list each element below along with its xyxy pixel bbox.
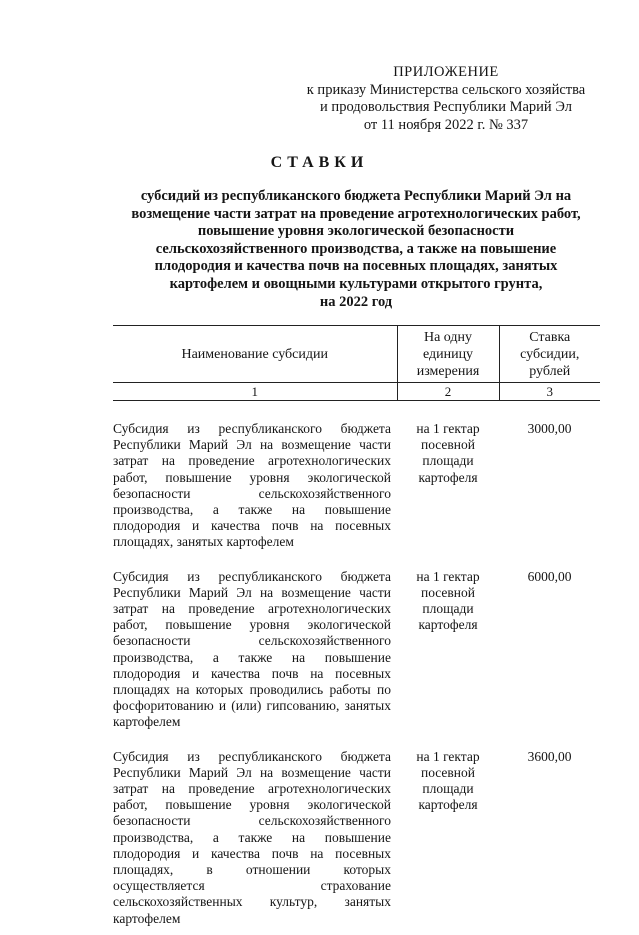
unit-line: на 1 гектар: [416, 568, 480, 584]
document-title: СТАВКИ: [270, 154, 369, 171]
subtitle-line: картофелем и овощными культурами открытого грунта,: [169, 275, 543, 292]
unit-line: посевной: [420, 764, 476, 780]
subsidy-rate: 3000,00: [527, 421, 572, 436]
column-number: 1: [113, 383, 397, 401]
header-unit: [397, 326, 499, 383]
unit-line: посевной: [420, 584, 476, 600]
subtitle-line: повышение уровня экологической безопасности: [197, 223, 515, 240]
subtitle-line: субсидий из республиканского бюджета Республики Марий Эл на: [140, 188, 572, 204]
unit-line: картофеля: [418, 469, 478, 485]
unit-line: площади: [422, 453, 474, 469]
header-line: единицу: [422, 346, 474, 362]
subsidy-unit: [397, 559, 499, 739]
table-row: [113, 559, 600, 739]
appendix-line-3: от 11 ноября 2022 г. № 337: [363, 116, 529, 133]
header-subsidy-name: [113, 326, 397, 383]
unit-line: картофеля: [418, 797, 478, 813]
rates-table: [113, 325, 600, 935]
column-number: 2: [397, 383, 499, 401]
unit-line: на 1 гектар: [416, 748, 480, 764]
table-row: [113, 739, 600, 935]
unit-line: картофеля: [418, 617, 478, 633]
column-number: 3: [499, 383, 600, 401]
header-rate: [499, 326, 600, 383]
subsidy-name: Субсидия из республиканского бюджета Республики Марий Эл на возмещение части затрат на проведение агротехнологических работ, повышение уровня экологической безопасности сельскохозяйственного производства, а также на повышение плодородия и качества почв на посевных площадях на которых проводились работы по фосфоритованию и (или) гипсованию, занятых картофелем: [113, 568, 391, 730]
unit-line: площади: [422, 601, 474, 617]
subsidy-unit: [397, 401, 499, 559]
table-header-row: [113, 326, 600, 383]
appendix-block: [296, 64, 596, 134]
header-line: измерения: [416, 363, 480, 379]
subtitle-line: на 2022 год: [319, 293, 393, 310]
header-line: На одну: [423, 329, 473, 345]
subsidy-rate: 3600,00: [527, 748, 572, 764]
subtitle-line: возмещение части затрат на проведение агротехнологических работ,: [131, 205, 581, 222]
subtitle-line: сельскохозяйственного производства, а также на повышение: [155, 240, 557, 257]
appendix-heading: ПРИЛОЖЕНИЕ: [393, 64, 499, 80]
header-line: рублей: [529, 363, 571, 379]
column-number-row: [113, 383, 600, 401]
header-line: Наименование субсидии: [181, 346, 328, 362]
unit-line: на 1 гектар: [416, 421, 480, 436]
unit-line: посевной: [420, 437, 476, 453]
subtitle-line: плодородия и качества почв на посевных площадях, занятых: [154, 258, 558, 275]
header-line: Ставка: [529, 329, 571, 345]
appendix-line-1: к приказу Министерства сельского хозяйства: [306, 81, 586, 98]
subsidy-name: Субсидия из республиканского бюджета Республики Марий Эл на возмещение части затрат на проведение агротехнологических работ, повышение уровня экологической безопасности сельскохозяйственного производства, а также на повышение плодородия и качества почв на посевных площадях, занятых картофелем: [113, 421, 391, 550]
subsidy-unit: [397, 739, 499, 935]
appendix-line-2: и продовольствия Республики Марий Эл: [320, 99, 572, 115]
subsidy-rate: 6000,00: [527, 568, 572, 584]
unit-line: площади: [422, 781, 474, 797]
header-line: субсидии,: [520, 346, 580, 362]
table-row: [113, 401, 600, 559]
subsidy-name: Субсидия из республиканского бюджета Республики Марий Эл на возмещение части затрат на проведение агротехнологических работ, повышение уровня экологической безопасности сельскохозяйственного производства, а также на повышение плодородия и качества почв на посевных площадях, в отношении которых осуществляется страхование сельскохозяйственных культур, занятых картофелем: [113, 748, 391, 926]
document-subtitle: [96, 188, 616, 311]
